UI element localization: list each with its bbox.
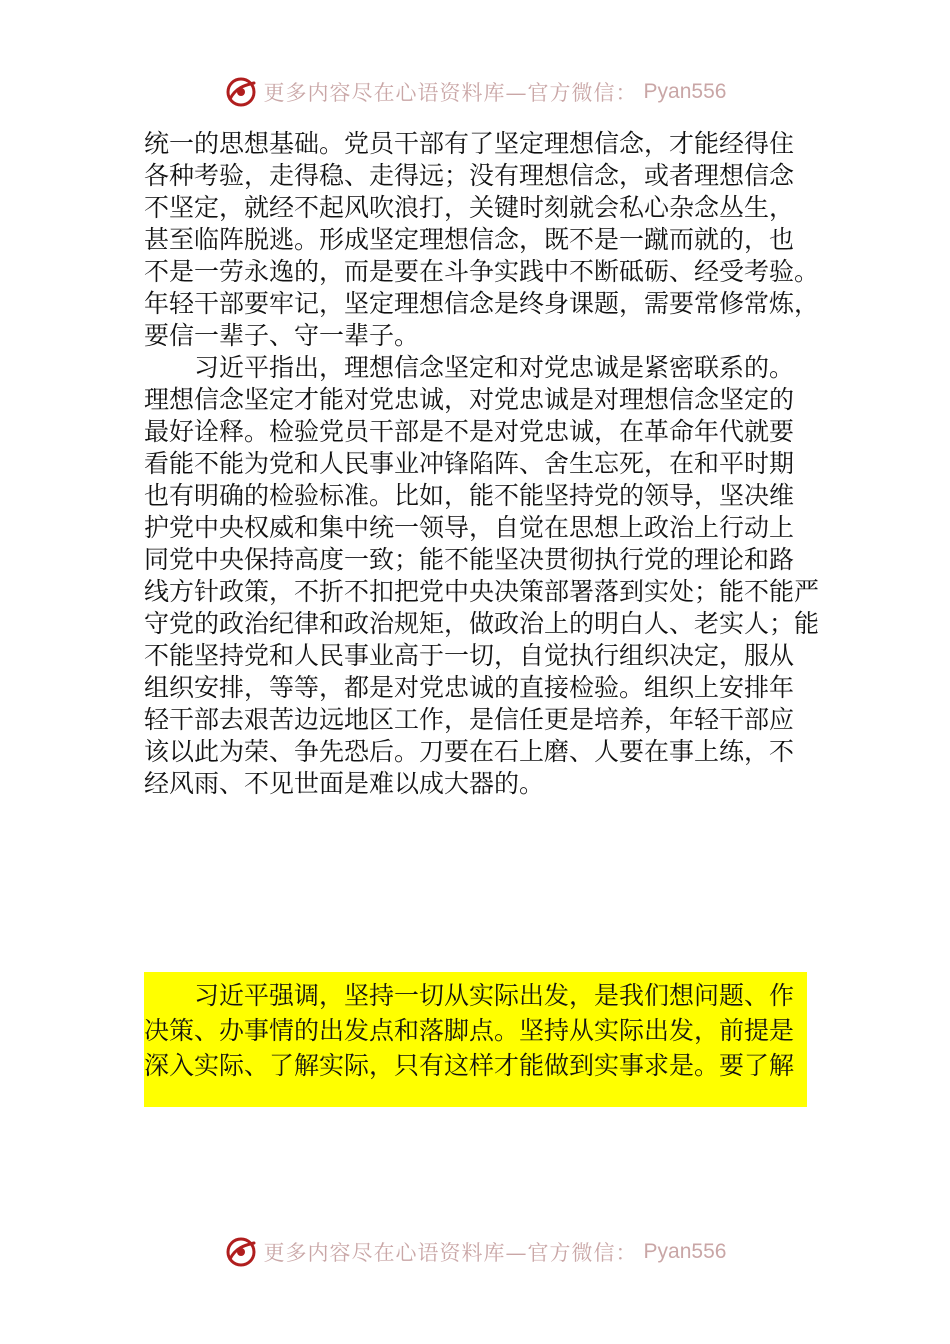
header-banner-text: 更多内容尽在心语资料库—官方微信：: [263, 81, 638, 105]
header-banner-wechat-id: Pyan556: [643, 80, 727, 103]
text-line: 习近平强调，坚持一切从实际出发，是我们想问题、作: [144, 981, 795, 1010]
footer-banner-wechat-id: Pyan556: [643, 1240, 727, 1263]
footer-banner-text: 更多内容尽在心语资料库—官方微信：: [263, 1241, 638, 1265]
text-line: 要信一辈子、守一辈子。: [144, 321, 420, 350]
text-line: 统一的思想基础。党员干部有了坚定理想信念，才能经得住: [144, 129, 795, 158]
text-line: 护党中央权威和集中统一领导，自觉在思想上政治上行动上: [144, 513, 795, 542]
text-line: 年轻干部要牢记，坚定理想信念是终身课题，需要常修常炼，: [144, 289, 820, 318]
text-line: 同党中央保持高度一致；能不能坚决贯彻执行党的理论和路: [144, 545, 795, 574]
header-watermark: [0, 72, 950, 112]
text-line: 线方针政策，不折不扣把党中央决策部署落到实处；能不能严: [144, 577, 820, 606]
text-line: 也有明确的检验标准。比如，能不能坚持党的领导，坚决维: [144, 481, 795, 510]
text-line: 不坚定，就经不起风吹浪打，关键时刻就会私心杂念丛生，: [144, 193, 795, 222]
text-line: 习近平指出，理想信念坚定和对党忠诚是紧密联系的。: [144, 353, 795, 382]
logo-icon: [224, 75, 258, 109]
text-line: 该以此为荣、争先恐后。刀要在石上磨、人要在事上练，不: [144, 737, 795, 766]
text-line: 各种考验，走得稳、走得远；没有理想信念，或者理想信念: [144, 161, 795, 190]
footer-watermark: [0, 1232, 950, 1272]
logo-icon: [224, 1235, 258, 1269]
text-line: 经风雨、不见世面是难以成大器的。: [144, 769, 545, 798]
text-line: 不是一劳永逸的，而是要在斗争实践中不断砥砺、经受考验。: [144, 257, 820, 286]
text-line: 决策、办事情的出发点和落脚点。坚持从实际出发，前提是: [144, 1016, 795, 1045]
text-line: 最好诠释。检验党员干部是不是对党忠诚，在革命年代就要: [144, 417, 795, 446]
text-line: 守党的政治纪律和政治规矩，做政治上的明白人、老实人；能: [144, 609, 820, 638]
text-line: 不能坚持党和人民事业高于一切，自觉执行组织决定，服从: [144, 641, 795, 670]
text-line: 理想信念坚定才能对党忠诚，对党忠诚是对理想信念坚定的: [144, 385, 795, 414]
document-body: [144, 128, 820, 800]
text-line: 轻干部去艰苦边远地区工作，是信任更是培养，年轻干部应: [144, 705, 795, 734]
text-line: 看能不能为党和人民事业冲锋陷阵、舍生忘死，在和平时期: [144, 449, 795, 478]
highlighted-paragraph: [144, 978, 820, 1083]
text-line: 组织安排，等等，都是对党忠诚的直接检验。组织上安排年: [144, 673, 795, 702]
text-line: 甚至临阵脱逃。形成坚定理想信念，既不是一蹴而就的，也: [144, 225, 795, 254]
text-line: 深入实际、了解实际，只有这样才能做到实事求是。要了解: [144, 1051, 795, 1080]
